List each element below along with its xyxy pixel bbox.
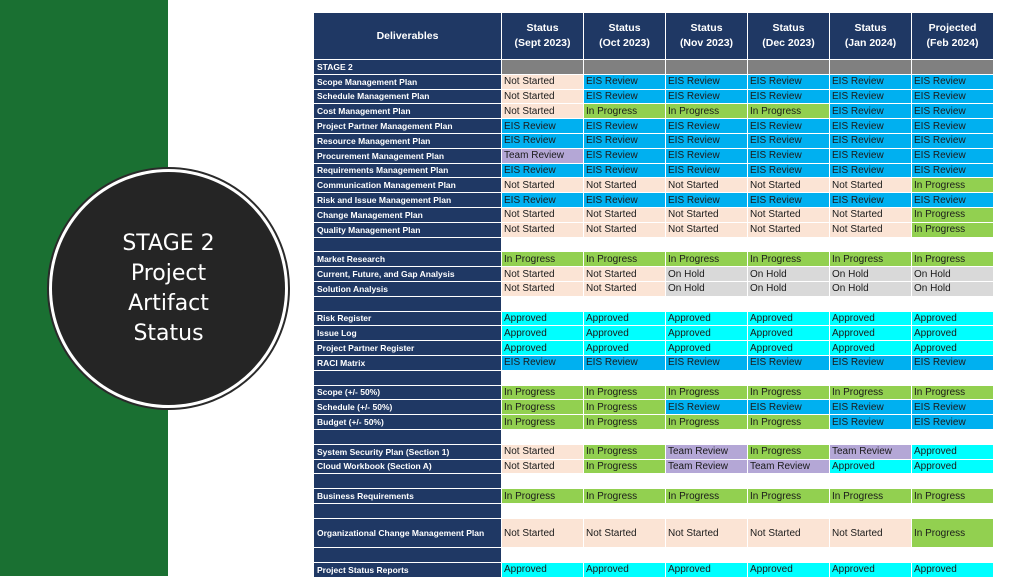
table-row [314,74,994,89]
status-cell: Not Started [748,207,830,222]
empty-cell [748,60,830,75]
status-cell: Approved [502,563,584,578]
status-cell: EIS Review [584,355,666,370]
status-cell: In Progress [748,385,830,400]
deliverable-label [314,370,502,385]
deliverable-label: Quality Management Plan [314,222,502,237]
status-cell: EIS Review [748,74,830,89]
empty-cell [748,503,830,518]
status-cell: Approved [748,563,830,578]
table-row [314,459,994,474]
table-row [314,148,994,163]
empty-cell [502,474,584,489]
empty-cell [748,237,830,252]
status-cell: In Progress [584,252,666,267]
status-cell: In Progress [912,385,994,400]
deliverable-label: Project Partner Register [314,341,502,356]
status-cell: In Progress [912,518,994,548]
empty-cell [584,370,666,385]
deliverable-label: Project Status Reports [314,563,502,578]
status-cell: EIS Review [830,148,912,163]
table-header-row [314,13,994,60]
status-cell: EIS Review [748,89,830,104]
empty-cell [666,237,748,252]
status-cell: EIS Review [666,133,748,148]
status-cell: EIS Review [748,163,830,178]
spacer-row [314,296,994,311]
table-row [314,444,994,459]
table-row [314,207,994,222]
status-cell: EIS Review [666,193,748,208]
empty-cell [748,370,830,385]
status-cell: Approved [830,326,912,341]
title-circle [52,172,285,405]
status-cell: Team Review [666,459,748,474]
table-row [314,385,994,400]
status-cell: EIS Review [830,415,912,430]
table-row [314,119,994,134]
deliverable-label [314,296,502,311]
table-row [314,267,994,282]
empty-cell [502,548,584,563]
status-cell: Not Started [666,518,748,548]
status-cell: Not Started [502,267,584,282]
empty-cell [584,429,666,444]
status-cell: Not Started [666,207,748,222]
status-cell: EIS Review [584,148,666,163]
status-cell: Not Started [584,222,666,237]
status-cell: In Progress [666,415,748,430]
status-cell: Approved [912,326,994,341]
status-cell: EIS Review [830,355,912,370]
status-cell: Approved [748,326,830,341]
empty-cell [830,370,912,385]
table-row [314,341,994,356]
status-cell: In Progress [912,489,994,504]
slide-title-line: Project [130,260,207,286]
status-cell: Not Started [502,222,584,237]
table-row [314,281,994,296]
status-cell: In Progress [666,104,748,119]
status-cell: Approved [912,459,994,474]
status-cell: Not Started [502,444,584,459]
status-cell: Not Started [584,207,666,222]
empty-cell [830,548,912,563]
status-cell: EIS Review [666,163,748,178]
status-cell: Approved [584,326,666,341]
status-cell: In Progress [502,400,584,415]
status-cell: EIS Review [584,119,666,134]
table-row [314,518,994,548]
status-cell: In Progress [666,385,748,400]
status-cell: Not Started [584,178,666,193]
status-cell: EIS Review [666,355,748,370]
status-cell: In Progress [748,415,830,430]
table-row [314,326,994,341]
status-cell: In Progress [912,222,994,237]
status-cell: In Progress [584,489,666,504]
deliverable-label: Market Research [314,252,502,267]
status-cell: In Progress [502,489,584,504]
empty-cell [502,370,584,385]
slide-title-line: STAGE 2 [122,230,215,256]
status-cell: EIS Review [912,193,994,208]
table-row [314,355,994,370]
status-cell: Approved [830,311,912,326]
status-cell: Approved [502,341,584,356]
empty-cell [912,474,994,489]
empty-cell [748,429,830,444]
status-cell: EIS Review [666,119,748,134]
status-cell: Not Started [502,459,584,474]
table-row [314,252,994,267]
empty-cell [830,296,912,311]
empty-cell [502,237,584,252]
status-cell: Not Started [830,222,912,237]
status-cell: EIS Review [584,74,666,89]
deliverable-label [314,429,502,444]
status-cell: In Progress [748,252,830,267]
stage-row [314,60,994,75]
status-cell: Approved [830,459,912,474]
table-row [314,222,994,237]
status-cell: Not Started [748,178,830,193]
table-row [314,163,994,178]
table-row [314,193,994,208]
status-cell: In Progress [584,104,666,119]
status-cell: In Progress [502,415,584,430]
status-cell: EIS Review [912,104,994,119]
status-cell: Approved [584,311,666,326]
table-row [314,133,994,148]
empty-cell [666,429,748,444]
status-cell: On Hold [830,281,912,296]
empty-cell [584,503,666,518]
status-cell: EIS Review [584,89,666,104]
status-cell: Not Started [584,281,666,296]
deliverable-label: Procurement Management Plan [314,148,502,163]
status-cell: On Hold [830,267,912,282]
table-row [314,311,994,326]
status-cell: Not Started [666,222,748,237]
header-projected-feb-2024: Projected (Feb 2024) [912,13,994,60]
status-cell: Not Started [830,207,912,222]
empty-cell [584,237,666,252]
header-status-oct-2023: Status (Oct 2023) [584,13,666,60]
deliverable-label: Project Partner Management Plan [314,119,502,134]
status-cell: Team Review [748,459,830,474]
status-cell: Approved [748,341,830,356]
empty-cell [666,370,748,385]
deliverable-label: Issue Log [314,326,502,341]
status-cell: On Hold [912,267,994,282]
status-cell: In Progress [748,444,830,459]
spacer-row [314,237,994,252]
slide-title-line: Artifact [128,290,209,316]
empty-cell [912,548,994,563]
status-cell: Team Review [666,444,748,459]
deliverable-label: Communication Management Plan [314,178,502,193]
status-cell: Not Started [502,178,584,193]
status-cell: EIS Review [748,119,830,134]
empty-cell [912,60,994,75]
empty-cell [912,429,994,444]
deliverable-label: Requirements Management Plan [314,163,502,178]
status-cell: EIS Review [912,415,994,430]
status-cell: Not Started [748,222,830,237]
status-cell: In Progress [748,489,830,504]
empty-cell [830,429,912,444]
status-cell: In Progress [666,252,748,267]
status-cell: In Progress [912,252,994,267]
empty-cell [912,370,994,385]
deliverable-label [314,237,502,252]
status-cell: EIS Review [912,355,994,370]
deliverable-label: Schedule (+/- 50%) [314,400,502,415]
empty-cell [584,60,666,75]
deliverable-label: Cloud Workbook (Section A) [314,459,502,474]
status-cell: EIS Review [502,163,584,178]
status-cell: Not Started [584,267,666,282]
deliverable-label: Change Management Plan [314,207,502,222]
status-cell: EIS Review [502,133,584,148]
slide-title-line: Status [133,320,204,346]
table-row [314,400,994,415]
status-cell: In Progress [584,415,666,430]
status-cell: EIS Review [502,355,584,370]
table-row [314,89,994,104]
empty-cell [502,60,584,75]
status-cell: Not Started [502,104,584,119]
deliverable-label: Scope Management Plan [314,74,502,89]
status-cell: Approved [830,341,912,356]
deliverable-label [314,474,502,489]
status-cell: Not Started [830,178,912,193]
status-cell: In Progress [584,444,666,459]
status-cell: Approved [830,563,912,578]
deliverable-label: Schedule Management Plan [314,89,502,104]
header-status-nov-2023: Status (Nov 2023) [666,13,748,60]
status-cell: EIS Review [912,119,994,134]
deliverable-label: Risk Register [314,311,502,326]
empty-cell [666,60,748,75]
empty-cell [830,237,912,252]
deliverable-label: Current, Future, and Gap Analysis [314,267,502,282]
deliverable-label: System Security Plan (Section 1) [314,444,502,459]
spacer-row [314,429,994,444]
status-cell: Approved [912,341,994,356]
status-cell: Approved [502,311,584,326]
empty-cell [666,296,748,311]
empty-cell [748,296,830,311]
status-cell: Approved [666,341,748,356]
status-cell: Approved [912,311,994,326]
status-cell: On Hold [912,281,994,296]
empty-cell [830,60,912,75]
status-cell: In Progress [830,489,912,504]
status-cell: EIS Review [830,119,912,134]
status-cell: Not Started [502,518,584,548]
empty-cell [912,503,994,518]
empty-cell [830,503,912,518]
status-cell: In Progress [666,489,748,504]
table-row [314,563,994,578]
empty-cell [584,296,666,311]
empty-cell [502,296,584,311]
status-cell: Approved [666,311,748,326]
status-cell: Not Started [830,518,912,548]
empty-cell [912,237,994,252]
status-cell: In Progress [584,400,666,415]
empty-cell [502,503,584,518]
status-cell: Approved [584,341,666,356]
header-deliverables: Deliverables [314,13,502,60]
status-cell: EIS Review [748,400,830,415]
status-cell: Approved [584,563,666,578]
status-cell: Approved [666,326,748,341]
status-table [313,12,994,578]
table-row [314,104,994,119]
status-cell: In Progress [584,385,666,400]
empty-cell [748,548,830,563]
header-status-dec-2023: Status (Dec 2023) [748,13,830,60]
status-cell: Approved [912,444,994,459]
status-cell: EIS Review [584,133,666,148]
status-cell: In Progress [584,459,666,474]
status-cell: In Progress [830,252,912,267]
status-cell: EIS Review [584,193,666,208]
empty-cell [912,296,994,311]
status-cell: In Progress [912,178,994,193]
status-cell: EIS Review [912,148,994,163]
status-cell: EIS Review [584,163,666,178]
status-cell: Not Started [502,207,584,222]
empty-cell [502,429,584,444]
status-cell: In Progress [748,104,830,119]
status-cell: On Hold [666,281,748,296]
status-cell: EIS Review [830,163,912,178]
empty-cell [666,474,748,489]
deliverable-label: Solution Analysis [314,281,502,296]
stage-label: STAGE 2 [314,60,502,75]
status-cell: EIS Review [666,148,748,163]
status-cell: On Hold [748,267,830,282]
table-row [314,489,994,504]
status-cell: Team Review [830,444,912,459]
spacer-row [314,370,994,385]
status-cell: On Hold [666,267,748,282]
status-cell: EIS Review [830,89,912,104]
table-row [314,178,994,193]
deliverable-label: Scope (+/- 50%) [314,385,502,400]
status-cell: Not Started [502,281,584,296]
empty-cell [830,474,912,489]
status-cell: In Progress [912,207,994,222]
status-cell: EIS Review [748,148,830,163]
status-cell: EIS Review [830,193,912,208]
status-cell: Approved [912,563,994,578]
empty-cell [666,503,748,518]
status-cell: In Progress [502,385,584,400]
status-cell: EIS Review [830,133,912,148]
status-cell: EIS Review [502,193,584,208]
status-cell: Not Started [502,89,584,104]
spacer-row [314,474,994,489]
status-cell: EIS Review [748,193,830,208]
status-cell: Team Review [502,148,584,163]
spacer-row [314,548,994,563]
header-status-sept-2023: Status (Sept 2023) [502,13,584,60]
deliverable-label [314,503,502,518]
empty-cell [666,548,748,563]
status-cell: Not Started [666,178,748,193]
empty-cell [748,474,830,489]
status-cell: EIS Review [830,104,912,119]
empty-cell [584,474,666,489]
deliverable-label [314,548,502,563]
status-cell: Approved [666,563,748,578]
deliverable-label: RACI Matrix [314,355,502,370]
status-cell: EIS Review [912,400,994,415]
status-cell: EIS Review [666,74,748,89]
status-cell: EIS Review [666,89,748,104]
status-cell: In Progress [502,252,584,267]
status-cell: Not Started [748,518,830,548]
status-cell: On Hold [748,281,830,296]
spacer-row [314,503,994,518]
status-cell: EIS Review [912,74,994,89]
status-cell: EIS Review [912,89,994,104]
empty-cell [584,548,666,563]
status-cell: EIS Review [748,133,830,148]
status-cell: EIS Review [666,400,748,415]
slide-title [89,229,249,349]
status-cell: Approved [748,311,830,326]
deliverable-label: Resource Management Plan [314,133,502,148]
status-cell: EIS Review [912,133,994,148]
status-cell: EIS Review [830,400,912,415]
deliverable-label: Organizational Change Management Plan [314,518,502,548]
status-cell: In Progress [830,385,912,400]
status-cell: EIS Review [830,74,912,89]
table-row [314,415,994,430]
status-cell: EIS Review [912,163,994,178]
status-cell: EIS Review [748,355,830,370]
deliverable-label: Cost Management Plan [314,104,502,119]
deliverable-label: Risk and Issue Management Plan [314,193,502,208]
deliverable-label: Business Requirements [314,489,502,504]
status-cell: Not Started [502,74,584,89]
status-cell: Approved [502,326,584,341]
status-cell: Not Started [584,518,666,548]
deliverable-label: Budget (+/- 50%) [314,415,502,430]
status-cell: EIS Review [502,119,584,134]
header-status-jan-2024: Status (Jan 2024) [830,13,912,60]
